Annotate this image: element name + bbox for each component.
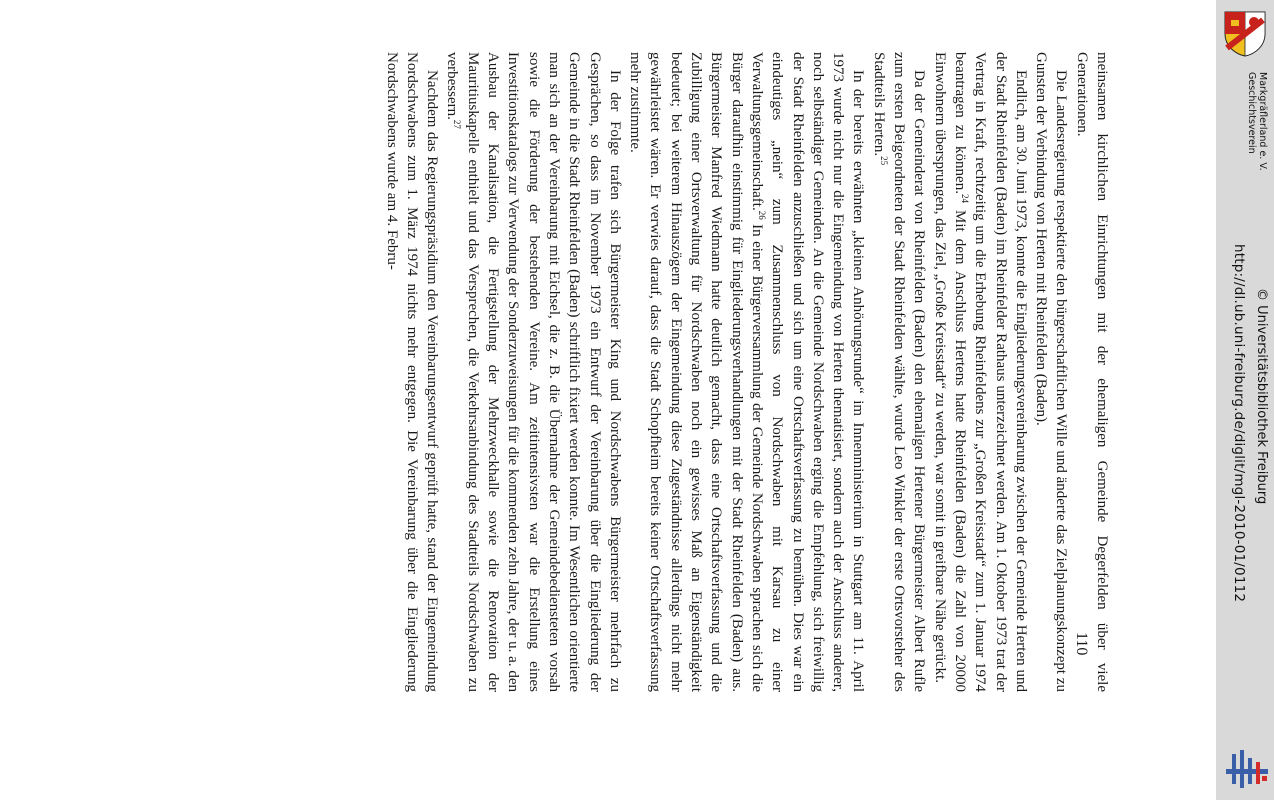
footnote-ref: 25 xyxy=(878,156,889,166)
footnote-ref: 24 xyxy=(959,193,970,203)
document-page xyxy=(381,52,1112,692)
body-paragraph: Die Landesregierung respektierte den bürgerschaftlichen Wille und änderte das Zielplanungskonzept zu Gunsten der Verbindung von Herten mit Rheinfelden (Baden). xyxy=(1033,52,1070,692)
copyright-notice: © Universitätsbibliothek Freiburg xyxy=(1254,288,1269,505)
footnote-ref: 26 xyxy=(756,210,767,220)
document-url-link[interactable]: http://dl.ub.uni-freiburg.de/diglit/mgl-2010-01/0112 xyxy=(1231,244,1247,603)
body-paragraph: meinsamen kirchlichen Einrichtungen mit der ehemaligen Gemeinde Degerfelden über viele Generationen. xyxy=(1073,52,1110,692)
footnote-ref: 27 xyxy=(452,119,463,129)
body-paragraph: Nachdem das Regierungspräsidium den Vereinbarungsentwurf geprüft hatte, stand der Eingemeindung Nordschwabens zum 1. März 1974 nichts mehr entgegen. Die Vereinbarung über die Eingliederung Nordschwabens wurde am 4. Febru- xyxy=(383,52,441,692)
coat-of-arms-icon xyxy=(1221,8,1269,58)
society-name-line1: Geschichtsverein xyxy=(1246,72,1257,154)
page-number: 110 xyxy=(1073,632,1090,656)
body-paragraph: In der Folge trafen sich Bürgermeister King und Nordschwabens Bürgermeister mehrfach zu Gesprächen, so dass im November 1973 ein Entwurf der Vereinbarung über die Eingliederung der Gemeinde in die Stadt Rheinfelden (Baden) schriftlich fixiert werden konnte. Im Wesentlichen orientierte man sich an der Vereinbarung mit Eichsel, die z. B. die Übernahme der Gemeindebediensteten vorsah sowie die Förderung der bestehenden Vereine. Am zeitintensivsten war die Erstellung eines Investitionskatalogs zur Verwendung der Sonderzuweisungen für die kommenden zehn Jahre, der u. a. den Ausbau der Kanalisation, die Fertigstellung der Mehrzweckhalle sowie die Renovation der Mauritiuskapelle enthielt und das Versprechen, die Verkehrsanbindung des Stadtteils Nordschwaben zu verbessern.$^{27}$ xyxy=(444,52,623,692)
body-paragraph: In der bereits erwähnten „kleinen Anhörungsrunde“ im Innenministerium in Stuttgart am 11. April 1973 wurde nicht nur die Eingemeindung von Herten thematisiert, sondern auch der Anschluss anderer, noch selbständiger Gemeinden. An die Gemeinde Nordschwaben erging die Empfehlung, sich freiwillig der Stadt Rheinfelden anzuschließen und sich um eine Ortschaftsverfassung zu bemühen. Dies war ein eindeutiges „nein“ zum Zusammenschluss von Nordschwaben mit Karsau zu einer Verwaltungsgemeinschaft.$^{26}$ In einer Bürgerversammlung der Gemeinde Nordschwaben sprachen sich die Bürger daraufhin einstimmig für Eingliederungsverhandlungen mit der Stadt Rheinfelden (Baden) aus. Bürgermeister Manfred Wiedmann hatte deutlich gemacht, dass eine Ortschaftsverfassung und die Zubilligung einer Ortsverwaltung für Nordschwaben noch ein gewisses Maß an Eigenständigkeit bedeutet; bei weiterem Hinauszögern der Eingemeindung diese Zugeständnisse allerdings nicht mehr gewährleistet wären. Er verwies darauf, dass die Stadt Schopfheim bereits keiner Ortschaftsverfassung mehr zustimmte. xyxy=(627,52,867,692)
body-paragraph: Da der Gemeinderat von Rheinfelden (Baden) den ehemaligen Hertener Bürgermeister Albert Rufle zum ersten Beigeordneten der Stadt Rheinfelden wählte, wurde Leo Winkler der erste Ortsvorsteher des Stadtteils Herten.$^{25}$ xyxy=(870,52,928,692)
society-name-line2: Markgräflerland e. V. xyxy=(1257,72,1268,171)
ub-freiburg-logo-icon xyxy=(1224,748,1270,792)
body-paragraph: Endlich, am 30. Juni 1973, konnte die Eingliederungsvereinbarung zwischen der Gemeinde Herten und der Stadt Rheinfelden (Baden) im Rheinfelder Rathaus unterzeichnet werden. Am 1. Oktober 1973 trat der Vertrag in Kraft, rechtzeitig um die Erhebung Rheinfeldens zur „Großen Kreisstadt“ zum 1. Januar 1974 beantragen zu können.$^{24}$ Mit dem Anschluss Hertens hatte Rheinfelden (Baden) die Zahl von 20000 Einwohnern übersprungen, das Ziel, „Große Kreisstadt“ zu werden, war somit in greifbare Nähe gerückt. xyxy=(931,52,1029,692)
